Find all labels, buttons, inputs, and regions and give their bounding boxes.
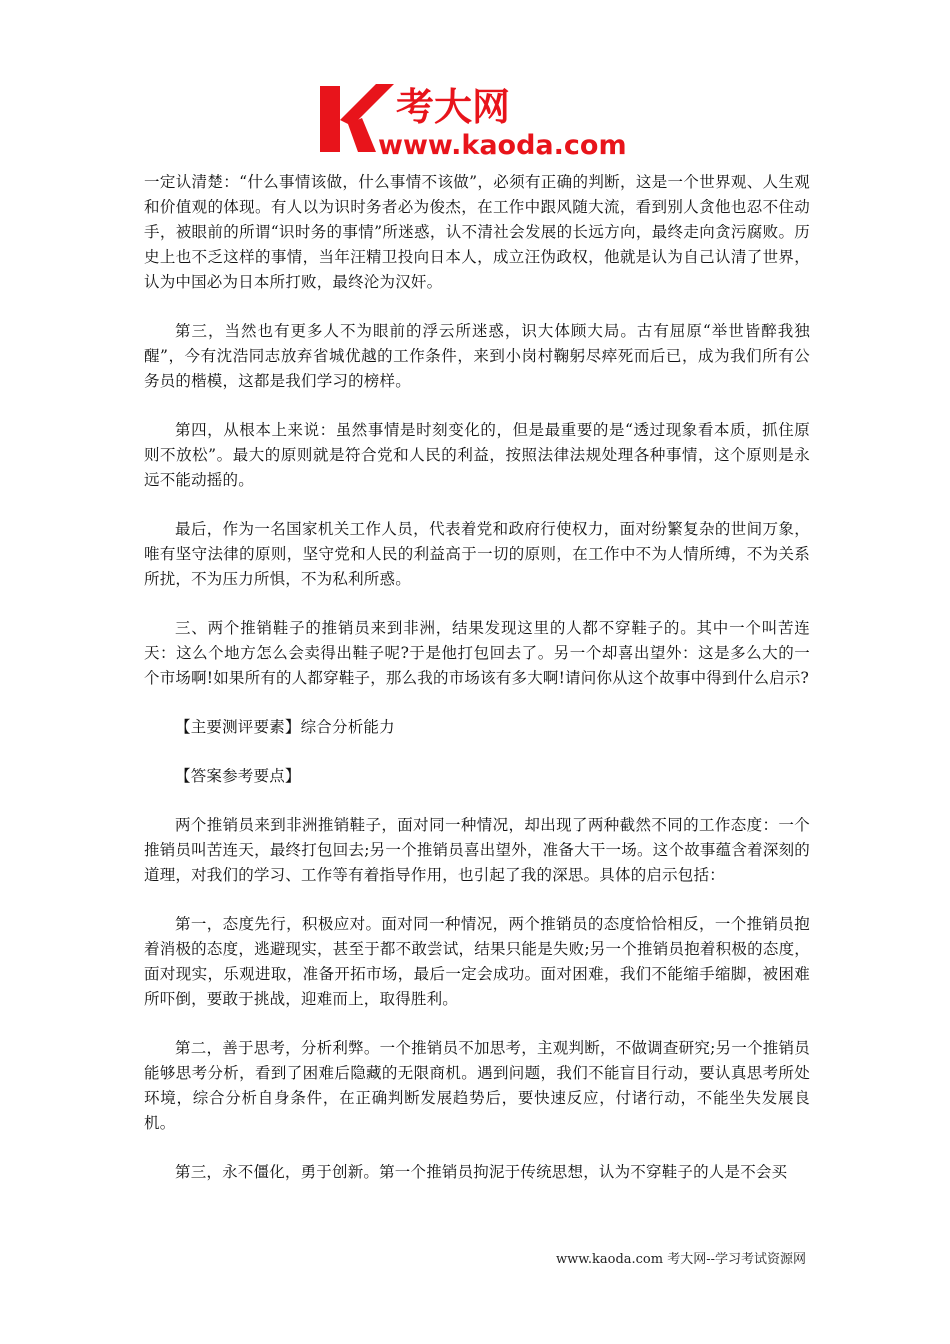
logo-k-leg (348, 118, 376, 152)
logo-k-stem (320, 86, 340, 152)
answer-heading: 【答案参考要点】 (175, 767, 301, 785)
evaluation-heading: 【主要测评要素】综合分析能力 (175, 718, 395, 736)
article-body (144, 170, 810, 1209)
logo-k-arm (340, 84, 394, 126)
kaoda-logo-graphic (318, 80, 638, 160)
paragraph: 第二，善于思考，分析利弊。一个推销员不加思考，主观判断，不做调查研究;另一个推销员能够思考分析，看到了困难后隐藏的无限商机。遇到问题，我们不能盲目行动，要认真思考所处环境，综合分析自身条件，在正确判断发展趋势后，要快速反应，付诸行动，不能坐失发展良机。 (144, 1039, 810, 1132)
paragraph: 两个推销员来到非洲推销鞋子，面对同一种情况，却出现了两种截然不同的工作态度：一个推销员叫苦连天，最终打包回去;另一个推销员喜出望外，准备大干一场。这个故事蕴含着深刻的道理，对我们的学习、工作等有着指导作用，也引起了我的深思。具体的启示包括： (144, 816, 810, 884)
paragraph: 第一，态度先行，积极应对。面对同一种情况，两个推销员的态度恰恰相反，一个推销员抱着消极的态度，逃避现实，甚至于都不敢尝试，结果只能是失败;另一个推销员抱着积极的态度，面对现实，乐观进取，准备开拓市场，最后一定会成功。面对困难，我们不能缩手缩脚，被困难所吓倒，要敢于挑战，迎难而上，取得胜利。 (144, 915, 810, 1008)
logo-brand-url: www.kaoda.com (378, 130, 627, 160)
footer-link[interactable]: www.kaoda.com 考大网--学习考试资源网 (556, 1252, 806, 1267)
logo-brand-cn: 考大网 (396, 85, 511, 129)
paragraph: 一定认清楚：“什么事情该做，什么事情不该做”，必须有正确的判断，这是一个世界观、人生观和价值观的体现。有人以为识时务者必为俊杰，在工作中跟风随大流，看到别人贪他也忍不住动手，被眼前的所谓“识时务的事情”所迷惑，认不清社会发展的长远方向，最终走向贪污腐败。历史上也不乏这样的事情，当年汪精卫投向日本人，成立汪伪政权，他就是认为自己认清了世界，认为中国必为日本所打败，最终沦为汉奸。 (144, 173, 810, 291)
question-paragraph: 三、两个推销鞋子的推销员来到非洲，结果发现这里的人都不穿鞋子的。其中一个叫苦连天：这么个地方怎么会卖得出鞋子呢?于是他打包回去了。另一个却喜出望外：这是多么大的一个市场啊!如果所有的人都穿鞋子，那么我的市场该有多大啊!请问你从这个故事中得到什么启示? (144, 619, 810, 687)
kaoda-logo[interactable] (318, 80, 638, 160)
paragraph: 最后，作为一名国家机关工作人员，代表着党和政府行使权力，面对纷繁复杂的世间万象，唯有坚守法律的原则，坚守党和人民的利益高于一切的原则，在工作中不为人情所缚，不为关系所扰，不为压力所惧，不为私利所惑。 (144, 520, 810, 588)
paragraph: 第三，当然也有更多人不为眼前的浮云所迷惑，识大体顾大局。古有屈原“举世皆醉我独醒”，今有沈浩同志放弃省城优越的工作条件，来到小岗村鞠躬尽瘁死而后已，成为我们所有公务员的楷模，这都是我们学习的榜样。 (144, 322, 810, 390)
paragraph: 第三，永不僵化，勇于创新。第一个推销员拘泥于传统思想，认为不穿鞋子的人是不会买 (175, 1163, 788, 1181)
paragraph: 第四，从根本上来说：虽然事情是时刻变化的，但是最重要的是“透过现象看本质，抓住原则不放松”。最大的原则就是符合党和人民的利益，按照法律法规处理各种事情，这个原则是永远不能动摇的。 (144, 421, 810, 489)
